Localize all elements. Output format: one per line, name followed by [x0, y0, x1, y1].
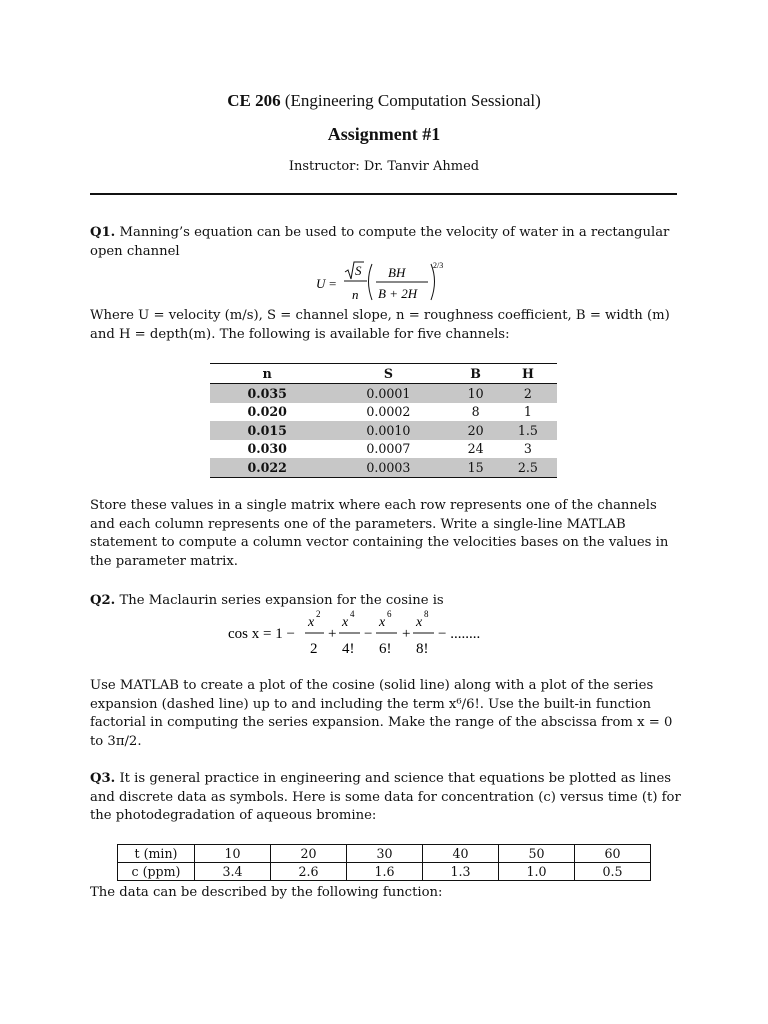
header-divider: [90, 193, 677, 195]
eq-equals: =: [329, 276, 337, 291]
table-cell: 0.015: [210, 421, 324, 440]
table-cell: 8: [471, 404, 480, 420]
table-cell: 20: [271, 845, 347, 863]
table-cell: 0.020: [247, 404, 287, 420]
table-cell: 3.4: [195, 863, 271, 881]
table-cell: 2.6: [271, 863, 347, 881]
q1-label: Q1.: [90, 225, 116, 240]
table-cell: 10: [452, 384, 499, 403]
q2-intro-text: The Maclaurin series expansion for the cosine is: [119, 593, 444, 608]
table-cell: 0.0001: [324, 384, 452, 403]
term4-num: x: [416, 615, 423, 630]
table-cell: 2: [499, 384, 557, 403]
table-cell: t (min): [118, 845, 195, 863]
table-header-row: [210, 364, 557, 384]
table-cell: 1.3: [423, 863, 499, 881]
table-cell: 0.0003: [324, 458, 452, 477]
table-cell: 24: [467, 441, 484, 457]
term1-den: 2: [310, 641, 318, 657]
table-cell: 0.0010: [324, 421, 452, 440]
q1-intro-text: Manning’s equation can be used to compute the velocity of water in a rectangular open channel: [90, 225, 670, 259]
table-cell: 1: [523, 404, 532, 420]
table-cell: 0.030: [247, 441, 287, 457]
term1-exp: 2: [316, 609, 321, 619]
table-cell: 0.5: [575, 863, 651, 881]
series-lhs: cos x = 1 −: [228, 626, 295, 642]
table-cell: 50: [499, 845, 575, 863]
term3-exp: 6: [387, 609, 392, 619]
q3-intro-text: It is general practice in engineering and science that equations be plotted as lines and discrete data as symbols. Here is some data for concentration (c) versus time (t) for the photodegradation of aqueous bromine:: [90, 771, 681, 824]
op2: −: [364, 626, 373, 642]
op1: +: [328, 626, 337, 642]
table-cell: c (ppm): [118, 863, 195, 881]
q1-intro: [90, 224, 682, 261]
q3-intro: [90, 770, 682, 826]
table-cell: 20: [452, 421, 499, 440]
col-header-h: H: [521, 366, 534, 381]
table-row: [210, 384, 557, 403]
q2-task-text: Use MATLAB to create a plot of the cosine (solid line) along with a plot of the series expansion (dashed line) up to and including the term x⁶/6!. Use the built-in function factorial in computing the series expansion. Make the range of the abscissa from x = 0 to 3π/2.: [90, 678, 673, 749]
table-row: [210, 458, 557, 477]
eq-num: BH: [388, 265, 406, 280]
eq-n: n: [352, 287, 359, 302]
table-row: [118, 845, 651, 863]
cosine-series-equation: [226, 608, 496, 660]
table-row: [210, 440, 557, 459]
series-tail: − ........: [438, 626, 481, 642]
term2-num: x: [342, 615, 349, 630]
table-cell: 10: [195, 845, 271, 863]
eq-den: B + 2H: [378, 286, 418, 301]
bromine-data-table: [117, 844, 651, 881]
table-cell: 15: [452, 458, 499, 477]
q1-where-text: Where U = velocity (m/s), S = channel slope, n = roughness coefficient, B = width (m) and H = depth(m). The following is available for five channels:: [90, 308, 670, 342]
instructor-line: Instructor: Dr. Tanvir Ahmed: [288, 159, 480, 174]
eq-exponent: 2/3: [433, 261, 444, 270]
table-cell: 1.0: [499, 863, 575, 881]
assignment-title: Assignment #1: [327, 124, 441, 144]
eq-lhs: U: [316, 276, 326, 291]
col-header-b: B: [470, 366, 481, 381]
term1-num: x: [308, 615, 315, 630]
op3: +: [402, 626, 411, 642]
table-cell: 0.0002: [366, 404, 411, 420]
channel-table: [210, 363, 557, 478]
table-cell: 30: [347, 845, 423, 863]
table-cell: 1.6: [347, 863, 423, 881]
q2-label: Q2.: [90, 593, 116, 608]
table-cell: 2.5: [499, 458, 557, 477]
table-cell: 0.035: [210, 384, 324, 403]
table-cell: 0.0007: [366, 441, 411, 457]
course-title: [0, 91, 768, 111]
eq-sqrt-arg: S: [355, 263, 362, 278]
table-row: [210, 403, 557, 422]
table-cell: 40: [423, 845, 499, 863]
col-header-n: n: [262, 366, 272, 381]
table-cell: 60: [575, 845, 651, 863]
left-paren: [369, 264, 373, 300]
q3-label: Q3.: [90, 771, 116, 786]
table-cell: 3: [523, 441, 532, 457]
table-row: [210, 421, 557, 440]
manning-equation: [310, 258, 460, 308]
course-name: (Engineering Computation Sessional): [284, 91, 541, 110]
term2-den: 4!: [342, 641, 355, 657]
term4-den: 8!: [416, 641, 429, 657]
col-header-s: S: [383, 366, 393, 381]
q3-after-text: The data can be described by the following function:: [90, 885, 443, 900]
term3-den: 6!: [379, 641, 392, 657]
term3-num: x: [379, 615, 386, 630]
term2-exp: 4: [350, 609, 355, 619]
q1-task-text: Store these values in a single matrix where each row represents one of the channels and each column represents one of the parameters. Write a single-line MATLAB statement to compute a column vector containing the velocities bases on the values in the parameter matrix.: [90, 498, 669, 569]
table-cell: 1.5: [499, 421, 557, 440]
term4-exp: 8: [424, 609, 429, 619]
course-code: CE 206: [227, 91, 281, 110]
table-row: [118, 863, 651, 881]
table-cell: 0.022: [210, 458, 324, 477]
